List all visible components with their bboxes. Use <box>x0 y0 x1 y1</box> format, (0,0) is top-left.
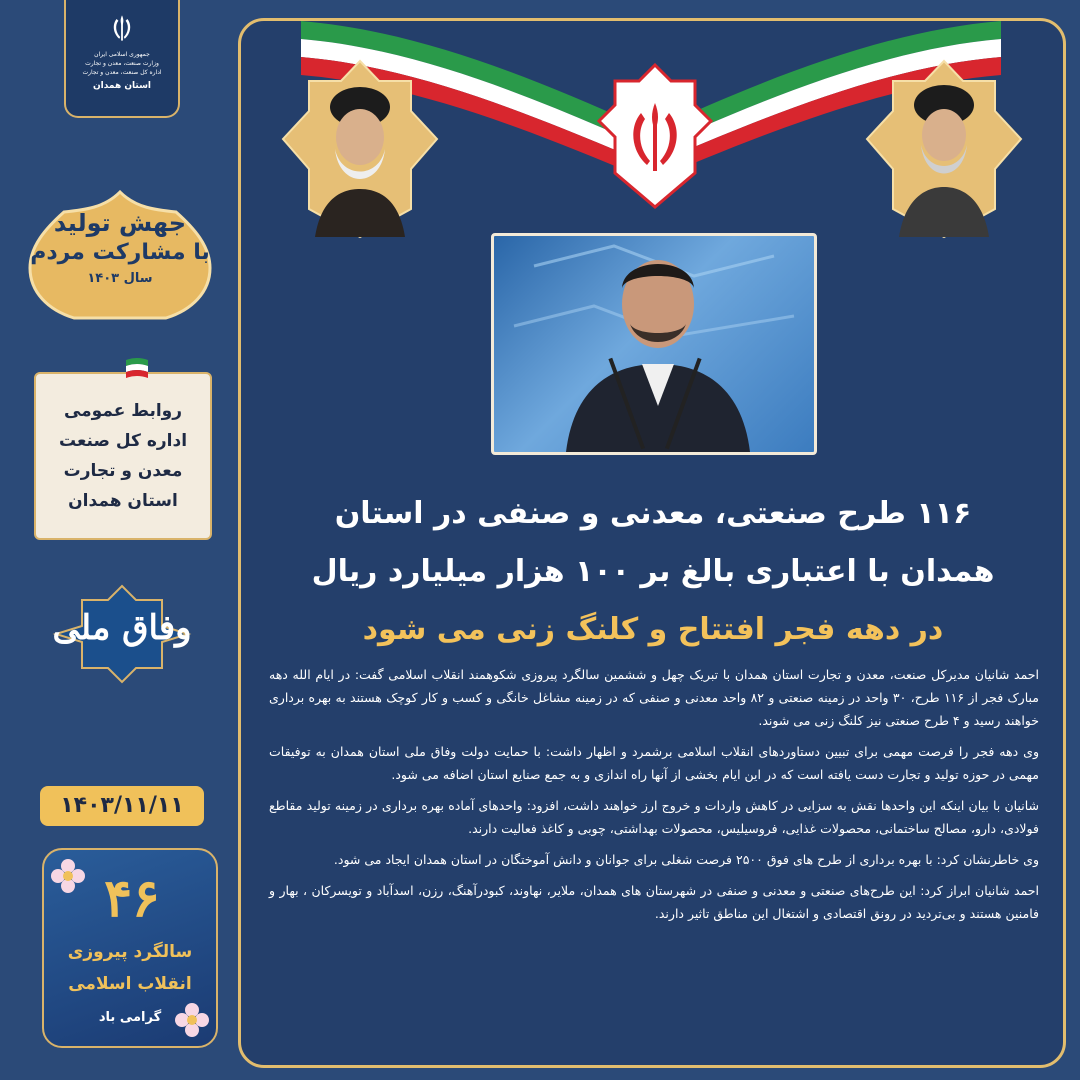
portrait-right <box>865 59 1023 239</box>
paragraph: وی دهه فجر را فرصت مهمی برای تبیین دستاوردهای انقلاب اسلامی برشمرد و اظهار داشت: با حمایت دولت وفاق ملی استان همدان به توفیقات مهمی در حوزه تولید و تجارت دست یافته است که در این ایام بخشی از آنها راه اندازی و به جمع صنایع استان اضافه می شود. <box>269 744 1039 782</box>
pr-line-3: معدن و تجارت <box>63 461 183 481</box>
headline-line-3: در دهه فجر افتتاح و کلنگ زنی می شود <box>362 612 944 647</box>
vefagh-melli-badge <box>52 582 192 686</box>
pr-line-4: استان همدان <box>68 491 178 511</box>
anniversary-line-3: گرامی باد <box>98 1010 162 1025</box>
paragraph: احمد شانیان مدیرکل صنعت، معدن و تجارت استان همدان با تبریک چهل و ششمین سالگرد پیروزی شکوهمند انقلاب اسلامی گفت: در ایام الله دهه مبارک فجر از ۱۱۶ طرح، ۳۰ واحد در زمینه صنعتی و ۸۲ واحد معدنی و صنفی که در زمینه مشاغل خانگی و کسب و کار کوچک هستند به بهره برداری خواهند رسید و ۴ طرح صنعتی نیز کلنگ زنی می شوند. <box>269 667 1039 728</box>
slogan-line-2: با مشارکت مردم <box>30 240 210 265</box>
anniversary-number: ۴۶ <box>104 868 160 929</box>
iran-emblem-icon <box>104 10 140 46</box>
news-panel <box>238 18 1066 1068</box>
slogan-line-3: سال ۱۴۰۳ <box>87 271 153 286</box>
slogan-line-1: جهش تولید <box>53 209 187 237</box>
iran-flag-icon <box>122 354 152 384</box>
sidebar <box>12 0 226 1080</box>
logo-line-1: جمهوری اسلامی ایران <box>94 51 150 58</box>
headline <box>261 485 1045 659</box>
pr-line-2: اداره کل صنعت <box>58 431 188 451</box>
paragraph: شانیان با بیان اینکه این واحدها نقش به سزایی در کاهش واردات و خروج ارز خواهند داشت، افزود: واحدهای آماده بهره برداری در زمینه تولید مقاطع فولادی، دارو، مصالح ساختمانی، محصولات غذایی، فروسیلیس، محصولات بهداشتی، چوبی و کاغذ فعالیت دارند. <box>269 798 1039 836</box>
speaker-figure <box>494 236 814 452</box>
headline-line-1: ۱۱۶ طرح صنعتی، معدنی و صنفی در استان <box>334 496 972 531</box>
ministry-logo <box>64 0 180 118</box>
portrait-left <box>281 59 439 239</box>
vefagh-text: وفاق ملی <box>52 608 192 648</box>
iran-emblem-icon <box>595 61 715 211</box>
anniversary-line-1: سالگرد پیروزی <box>67 942 193 962</box>
paragraph: احمد شانیان ابراز کرد: این طرح‌های صنعتی و معدنی و صنفی در شهرستان های همدان، ملایر، نهاوند، کبودرآهنگ، رزن، اسدآباد و تویسرکان ، بهار و فامنین هستند و بی‌تردید در رونق اقتصادی و اشتغال این مناطق تاثیر دارند. <box>269 883 1039 921</box>
public-relations-box <box>34 372 212 540</box>
pr-line-1: روابط عمومی <box>63 401 183 421</box>
logo-city: استان همدان <box>92 81 152 91</box>
slogan-badge <box>26 188 214 326</box>
headline-line-2: همدان با اعتباری بالغ بر ۱۰۰ هزار میلیارد ریال <box>311 554 995 589</box>
speaker-photo <box>491 233 817 455</box>
logo-line-3: اداره کل صنعت، معدن و تجارت <box>82 69 162 76</box>
anniversary-line-2: انقلاب اسلامی <box>68 974 192 994</box>
paragraph: وی خاطرنشان کرد: با بهره برداری از طرح های فوق ۲۵۰۰ فرصت شغلی برای جوانان و دانش آموختگان در استان همدان ایجاد می شود. <box>333 852 1039 867</box>
article-body <box>269 663 1039 933</box>
logo-line-2: وزارت صنعت، معدن و تجارت <box>85 60 159 67</box>
anniversary-badge <box>42 848 218 1048</box>
date-badge: ۱۴۰۳/۱۱/۱۱ <box>40 786 204 826</box>
